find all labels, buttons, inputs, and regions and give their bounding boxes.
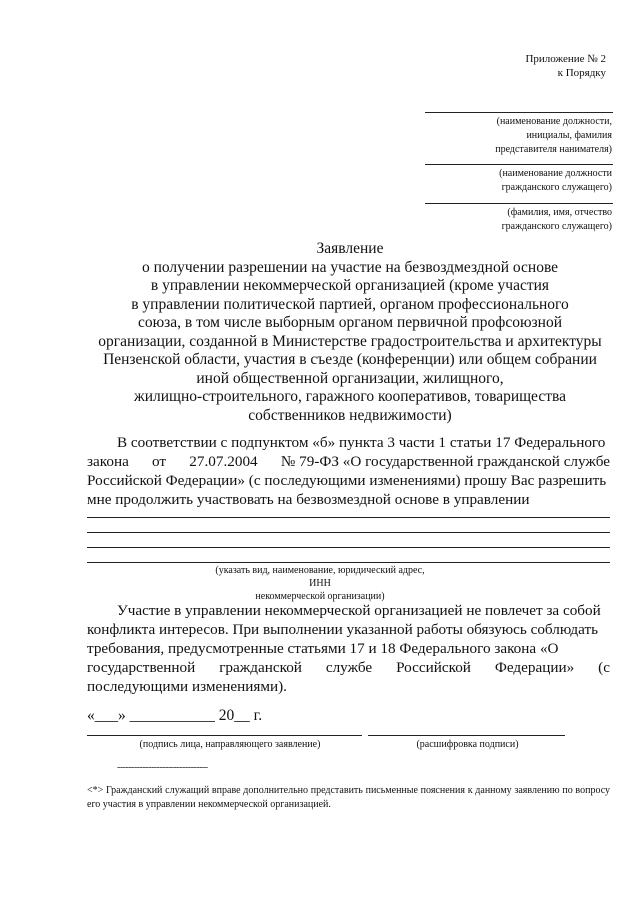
word: Российской	[396, 659, 471, 676]
employer-rep-line	[425, 112, 613, 113]
text-line: требования, предусмотренные статьями 17 и 18 Федерального закона «О	[87, 640, 559, 657]
title-line: иной общественной организации, жилищного,	[196, 369, 504, 387]
servant-name-caption	[502, 206, 612, 234]
text-line: мне продолжить участвовать на безвозмездной основе в управлении	[87, 491, 530, 508]
conflict-paragraph	[87, 601, 610, 696]
signature-decoding-caption: (расшифровка подписи)	[416, 739, 519, 750]
title-heading: Заявление	[316, 240, 384, 257]
request-paragraph	[87, 433, 610, 509]
text-line: конфликта интересов. При выполнении указанной работы обязуюсь соблюдать	[87, 621, 599, 638]
word: 27.07.2004	[189, 453, 258, 470]
title-line: союза, в том числе выборным органом первичной профсоюзной	[137, 314, 563, 331]
word: (с	[598, 659, 610, 676]
date-field[interactable]: «___» ___________ 20__ г.	[87, 707, 263, 724]
servant-position-caption	[499, 167, 612, 195]
servant-name-line	[425, 203, 613, 204]
organization-line-2[interactable]	[87, 532, 610, 533]
organization-caption	[205, 564, 435, 603]
word: от	[152, 453, 167, 470]
footnote-text: <*> Гражданский служащий вправе дополнительно представить письменные пояснения к данному заявлению по вопросу его участия в управлении некоммерческой организацией.	[87, 785, 610, 810]
word: гражданской	[219, 659, 302, 676]
title-line: в управлении политической партией, органом профессионального	[131, 295, 569, 313]
caption-line: (наименование должности,	[496, 116, 612, 127]
caption-line: представителя нанимателя)	[495, 144, 612, 155]
servant-position-line	[425, 164, 613, 165]
organization-line-4[interactable]	[87, 562, 610, 563]
text-line	[87, 658, 610, 677]
caption-line: гражданского служащего)	[501, 221, 612, 232]
appendix-order: к Порядку	[557, 67, 606, 79]
text-line: В соответствии с подпунктом «б» пункта 3 части 1 статьи 17 Федерального	[117, 434, 606, 451]
title-line: в управлении некоммерческой организацией (кроме участия	[150, 277, 550, 294]
caption-line: (фамилия, имя, отчество	[507, 207, 612, 218]
appendix-header	[525, 52, 606, 80]
text-line	[87, 452, 610, 471]
title-line: о получении разрешении на участие на безвоздмездной основе	[141, 258, 559, 276]
signature-caption: (подпись лица, направляющего заявление)	[139, 739, 321, 750]
employer-rep-caption	[495, 115, 612, 157]
title-line: Пензенской области, участия в съезде (конференции) или общем собрании	[103, 351, 597, 368]
caption-line: некоммерческой организации)	[255, 591, 385, 602]
organization-line-1[interactable]	[87, 517, 610, 518]
word: № 79-ФЗ «О государственной гражданской службе	[280, 453, 610, 470]
organization-line-3[interactable]	[87, 547, 610, 548]
caption-line: инициалы, фамилия	[526, 130, 612, 141]
caption-line: гражданского служащего)	[501, 182, 612, 193]
word: государственной	[87, 659, 196, 676]
title-line: собственников недвижимости)	[248, 406, 452, 424]
caption-line: (указать вид, наименование, юридический адрес, ИНН	[215, 565, 425, 589]
word: службе	[325, 659, 373, 676]
document-title	[60, 240, 640, 425]
title-line: жилищно-строительного, гаражного кооперативов, товарищества	[134, 388, 566, 405]
footnote-separator: --------------------------------	[117, 762, 208, 773]
signature-line[interactable]	[87, 735, 362, 736]
text-line: Участие в управлении некоммерческой организацией не повлечет за собой	[117, 602, 601, 619]
signature-decoding-line[interactable]	[368, 735, 565, 736]
title-line: организации, созданной в Министерстве градостроительства и архитектуры	[98, 332, 602, 350]
word: Федерации»	[494, 659, 575, 676]
caption-line: (наименование должности	[499, 168, 612, 179]
word: закона	[87, 453, 129, 470]
text-line: Российской Федерации» (с последующими изменениями) прошу Вас разрешить	[87, 472, 607, 489]
appendix-number: Приложение № 2	[525, 53, 606, 65]
text-line: последующими изменениями).	[87, 678, 287, 695]
